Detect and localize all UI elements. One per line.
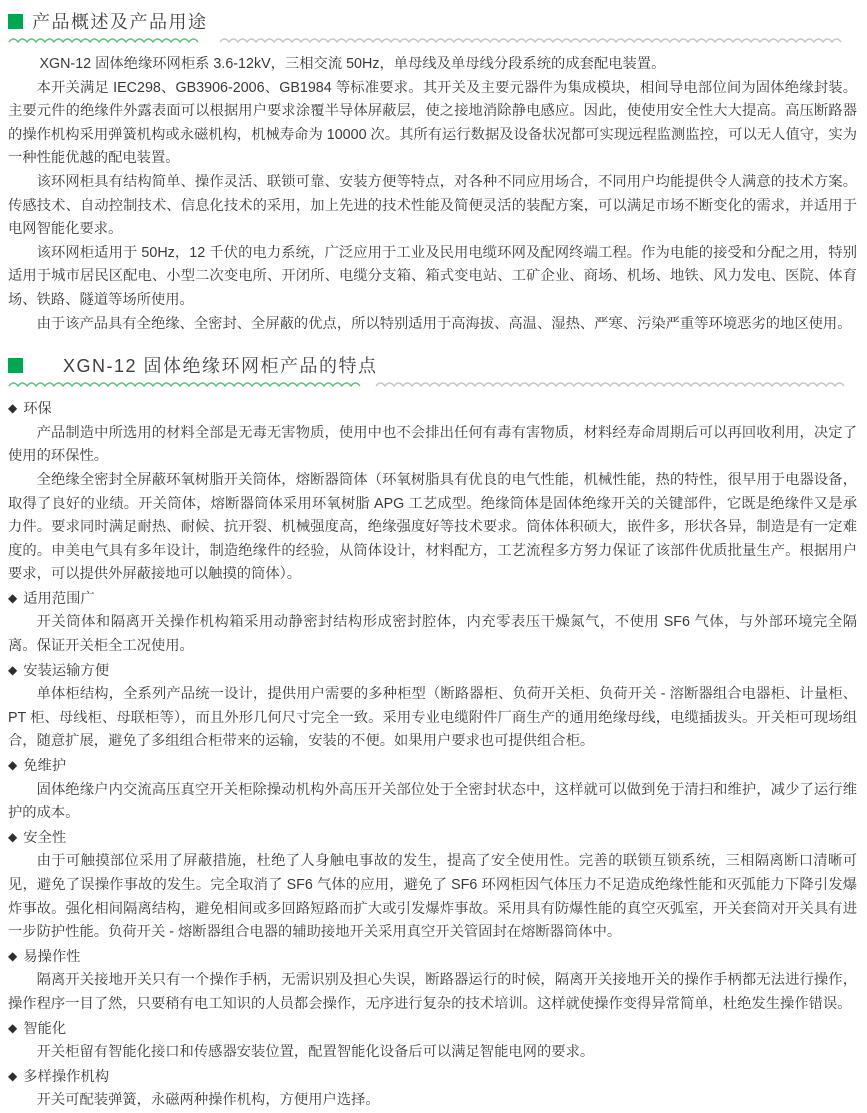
- feature-heading-label: 多样操作机构: [23, 1068, 110, 1085]
- paragraph: 固体绝缘户内交流高压真空开关柜除操动机构外高压开关部位处于全密封状态中，这样就可以做到免于清扫和维护，减少了运行维护的成本。: [8, 781, 857, 822]
- feature-easy-transport: [8, 659, 857, 754]
- paragraph: 由于可触摸部位采用了屏蔽措施，杜绝了人身触电事故的发生，提高了安全使用性。完善的联锁互锁系统，三相隔离断口清晰可见，避免了误操作事故的发生。完全取消了 SF6 气体的应用，避免了 SF6 环网柜因气体压力不足造成绝缘性能和灭弧能力下降引发爆炸事故。强化相间隔离结构，避免相间或多回路短路而扩大或引发爆炸事故。采用具有防爆性能的真空灭弧室，开关套筒对开关具有进一步防护性能。负荷开关 - 熔断器组合电器的辅助接地开关采用真空开关管固封在熔断器筒体中。: [8, 853, 857, 941]
- feature-heading: [8, 1065, 857, 1090]
- paragraph: 开关筒体和隔离开关操作机构箱采用动静密封结构形成密封腔体，内充零表压干燥氮气，不使用 SF6 气体，与外部环境完全隔离。保证开关柜全工况使用。: [8, 614, 857, 655]
- paragraph: 该环网柜具有结构简单、操作灵活、联锁可靠、安装方便等特点，对各种不同应用场合，不同用户均能提供令人满意的技术方案。传感技术、自动控制技术、信息化技术的采用，加上先进的技术性能及简便灵活的装配方案，可以满足市场不断变化的需求，并适用于电网智能化要求。: [8, 173, 857, 238]
- feature-heading-label: 易操作性: [23, 948, 81, 965]
- paragraph: 单体柜结构，全系列产品统一设计，提供用户需要的多种柜型（断路器柜、负荷开关柜、负荷开关 - 溶断器组合电器柜、计量柜、PT 柜、母线柜、母联柜等），而且外形几何尺寸完全一致。采用专业电缆附件厂商生产的通用绝缘母线，电缆插拔头。开关柜可现场组合，随意扩展，避免了多组组合柜带来的运输，安装的不便。如果用户要求也可提供组合柜。: [8, 686, 857, 750]
- section-title: XGN-12 固体绝缘环网柜产品的特点: [63, 356, 378, 377]
- paragraph: 开关柜留有智能化接口和传感器安装位置，配置智能化设备后可以满足智能电网的要求。: [36, 1044, 595, 1061]
- feature-heading-label: 环保: [23, 401, 52, 418]
- wavy-underline-row: [8, 380, 857, 390]
- feature-heading-label: 安装运输方便: [23, 662, 110, 679]
- section-body: [8, 53, 857, 336]
- paragraph: 隔离开关接地开关只有一个操作手柄，无需识别及担心失误，断路器运行的时候，隔离开关接地开关的操作手柄都无法进行操作，操作程序一目了然，只要稍有电工知识的人员都会操作，无序进行复杂的技术培训。这样就使操作变得异常简单，杜绝发生操作错误。: [8, 972, 857, 1012]
- feature-heading-label: 智能化: [23, 1020, 67, 1037]
- section-overview: [8, 7, 857, 336]
- section-title: 产品概述及产品用途: [32, 12, 208, 32]
- feature-heading: [8, 659, 857, 684]
- paragraph: 产品制造中所选用的材料全部是无毒无害物质，使用中也不会排出任何有毒有害物质，材料经寿命周期后可以再回收利用，决定了使用的环保性。: [8, 424, 857, 465]
- diamond-bullet-icon: ◆: [8, 948, 18, 963]
- section-body: [8, 397, 857, 1113]
- feature-operating-mechanisms: [8, 1065, 857, 1113]
- diamond-bullet-icon: ◆: [8, 758, 18, 773]
- paragraph: 由于该产品具有全绝缘、全密封、全屏蔽的优点，所以特别适用于高海拔、高温、湿热、严寒、污染严重等环境恶劣的地区使用。: [36, 315, 852, 332]
- feature-heading-label: 安全性: [23, 829, 67, 846]
- diamond-bullet-icon: ◆: [8, 662, 18, 677]
- section-header: [8, 351, 857, 379]
- wavy-underline-green-icon: [8, 36, 206, 45]
- wavy-underline-row: [8, 36, 857, 46]
- diamond-bullet-icon: ◆: [8, 1020, 18, 1035]
- section-header: [8, 7, 857, 35]
- wavy-underline-gray-icon: [219, 36, 847, 45]
- green-square-icon: [8, 358, 23, 373]
- feature-heading: [8, 587, 857, 612]
- paragraph: 本开关满足 IEC298、GB3906-2006、GB1984 等标准要求。其开关及主要元器件为集成模块，相间导电部位间为固体绝缘封装。主要元件的绝缘件外露表面可以根据用户要求涂覆半导体屏蔽层，使之接地消除静电感应。因此，使使用安全性大大提高。高压断路器的操作机构采用弹簧机构或永磁机构，机械寿命为 10000 次。其所有运行数据及设备状况都可实现远程监测监控，可以无人值守，实为一种性能优越的配电装置。: [8, 79, 857, 167]
- feature-heading: [8, 754, 857, 779]
- feature-heading: [8, 1017, 857, 1042]
- diamond-bullet-icon: ◆: [8, 829, 18, 844]
- paragraph: XGN-12 固体绝缘环网柜系 3.6-12kV，三相交流 50Hz，单母线及单母线分段系统的成套配电装置。: [39, 56, 666, 72]
- feature-heading-label: 适用范围广: [23, 590, 95, 607]
- green-square-icon: [8, 14, 23, 29]
- feature-maintenance-free: [8, 754, 857, 826]
- wavy-underline-green-icon: [8, 380, 362, 389]
- feature-easy-operation: [8, 945, 857, 1017]
- feature-safety: [8, 826, 857, 945]
- feature-intelligent: [8, 1017, 857, 1065]
- feature-heading-label: 免维护: [23, 758, 67, 775]
- diamond-bullet-icon: ◆: [8, 401, 18, 416]
- feature-heading: [8, 397, 857, 422]
- wavy-underline-gray-icon: [375, 380, 845, 389]
- paragraph: 全绝缘全密封全屏蔽环氧树脂开关筒体，熔断器筒体（环氧树脂具有优良的电气性能，机械性能，热的特性，很早用于电器设备，取得了良好的业绩。开关筒体，熔断器筒体采用环氧树脂 APG 工艺成型。绝缘筒体是固体绝缘开关的关键部件，它既是绝缘件又是承力件。要求同时满足耐热、耐候、抗开裂、机械强度高，绝缘强度好等技术要求。筒体体积硕大，嵌件多，形状各异，制造是有一定难度的。申美电气具有多年设计，制造绝缘件的经验，从筒体设计，材料配方，工艺流程多方努力保证了该部件优质批量生产。根据用户要求，可以提供外屏蔽接地可以触摸的筒体）。: [8, 471, 857, 583]
- paragraph: 开关可配装弹簧，永磁两种操作机构，方便用户选择。: [36, 1092, 380, 1109]
- section-features: [8, 351, 857, 1113]
- diamond-bullet-icon: ◆: [8, 1068, 18, 1083]
- feature-environment: [8, 397, 857, 587]
- diamond-bullet-icon: ◆: [8, 590, 18, 605]
- paragraph: 该环网柜适用于 50Hz，12 千伏的电力系统，广泛应用于工业及民用电缆环网及配网终端工程。作为电能的接受和分配之用，特别适用于城市居民区配电、小型二次变电所、开闭所、电缆分支箱、箱式变电站、工矿企业、商场、机场、地铁、风力发电、医院、体育场、铁路、隧道等场所使用。: [8, 244, 857, 308]
- feature-wide-application: [8, 587, 857, 659]
- feature-heading: [8, 826, 857, 851]
- feature-heading: [8, 945, 857, 970]
